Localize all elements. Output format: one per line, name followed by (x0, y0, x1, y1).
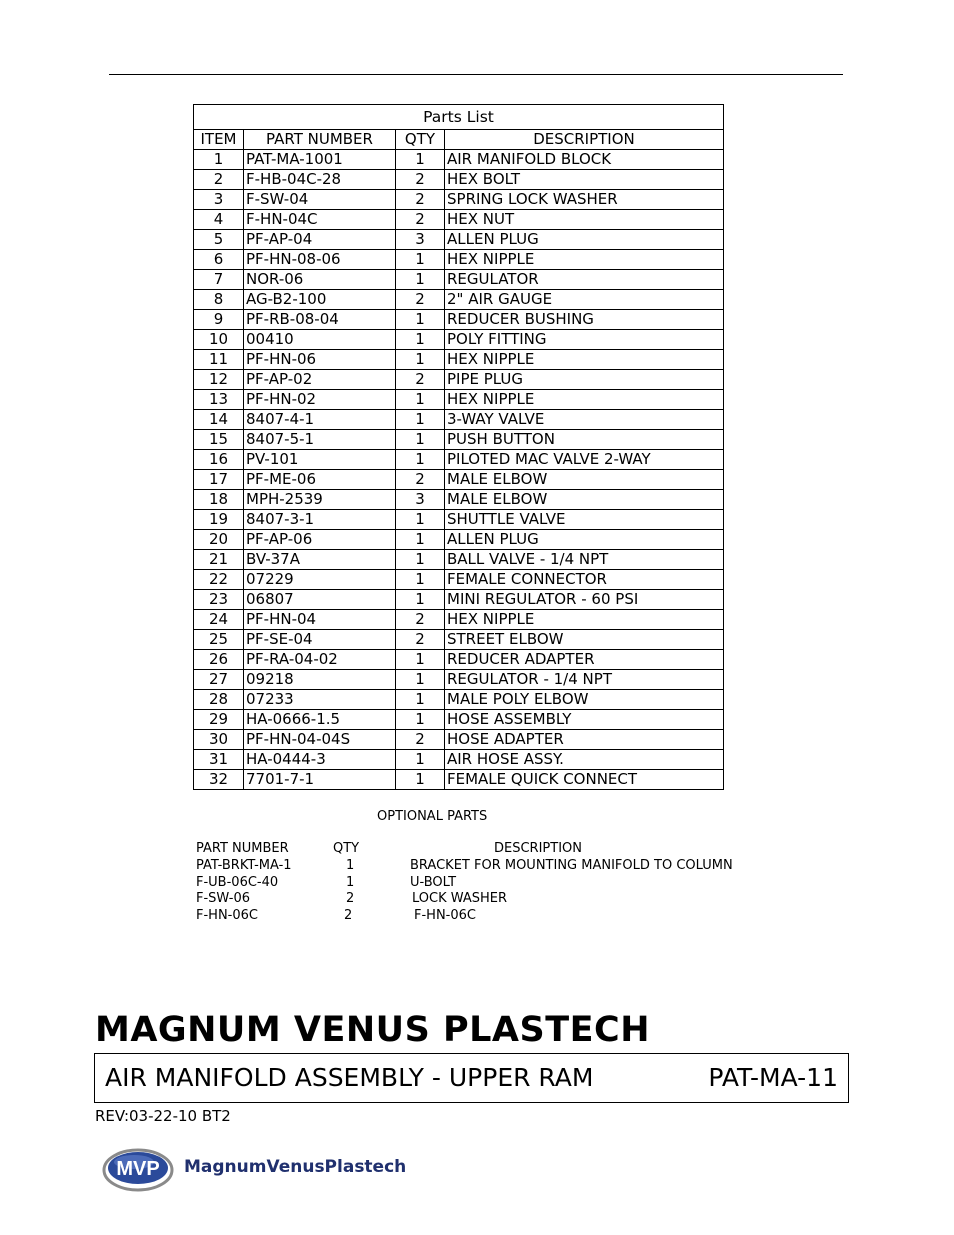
table-row (194, 390, 724, 410)
title-box (94, 1053, 849, 1103)
table-row (194, 710, 724, 730)
part-number: PV-101 (244, 450, 396, 470)
parts-list-title: Parts List (194, 105, 724, 130)
item-number: 18 (194, 490, 244, 510)
table-row (194, 730, 724, 750)
quantity: 3 (396, 230, 445, 250)
quantity: 1 (396, 350, 445, 370)
quantity: 2 (396, 610, 445, 630)
quantity: 2 (396, 210, 445, 230)
table-row (194, 530, 724, 550)
logo-wordmark: MagnumVenusPlastech (184, 1157, 407, 1177)
part-number: HA-0444-3 (244, 750, 396, 770)
description: HEX NIPPLE (445, 250, 724, 270)
opt-quantity: 1 (346, 858, 355, 873)
opt-part-number: PAT-BRKT-MA-1 (196, 858, 292, 873)
quantity: 2 (396, 370, 445, 390)
item-number: 7 (194, 270, 244, 290)
item-number: 23 (194, 590, 244, 610)
description: AIR MANIFOLD BLOCK (445, 150, 724, 170)
header-qty: QTY (396, 130, 445, 150)
item-number: 3 (194, 190, 244, 210)
description: REGULATOR - 1/4 NPT (445, 670, 724, 690)
quantity: 1 (396, 390, 445, 410)
description: FEMALE QUICK CONNECT (445, 770, 724, 790)
quantity: 1 (396, 270, 445, 290)
description: AIR HOSE ASSY. (445, 750, 724, 770)
quantity: 1 (396, 650, 445, 670)
opt-header-qty: QTY (333, 841, 360, 856)
table-row (194, 150, 724, 170)
part-number: PF-RB-08-04 (244, 310, 396, 330)
part-number: F-HN-04C (244, 210, 396, 230)
description: HEX NIPPLE (445, 350, 724, 370)
part-number: 06807 (244, 590, 396, 610)
item-number: 4 (194, 210, 244, 230)
part-number: PF-RA-04-02 (244, 650, 396, 670)
description: PIPE PLUG (445, 370, 724, 390)
quantity: 3 (396, 490, 445, 510)
quantity: 1 (396, 770, 445, 790)
quantity: 1 (396, 590, 445, 610)
parts-list-table (193, 104, 724, 790)
revision-label: REV:03-22-10 BT2 (95, 1107, 231, 1125)
item-number: 20 (194, 530, 244, 550)
part-number: 09218 (244, 670, 396, 690)
item-number: 13 (194, 390, 244, 410)
part-number: 07229 (244, 570, 396, 590)
opt-quantity: 1 (346, 875, 355, 890)
quantity: 1 (396, 450, 445, 470)
description: ALLEN PLUG (445, 530, 724, 550)
item-number: 1 (194, 150, 244, 170)
part-number: MPH-2539 (244, 490, 396, 510)
part-number: PF-HN-08-06 (244, 250, 396, 270)
quantity: 1 (396, 550, 445, 570)
part-number: 07233 (244, 690, 396, 710)
description: MALE ELBOW (445, 490, 724, 510)
quantity: 1 (396, 530, 445, 550)
item-number: 14 (194, 410, 244, 430)
table-row (194, 690, 724, 710)
description: BALL VALVE - 1/4 NPT (445, 550, 724, 570)
top-rule (109, 74, 843, 75)
table-row (194, 350, 724, 370)
logo-badge-text: MVP (116, 1158, 160, 1180)
table-row (194, 270, 724, 290)
quantity: 1 (396, 250, 445, 270)
company-logo (100, 1140, 407, 1196)
opt-part-number: F-HN-06C (196, 908, 258, 923)
part-number: PAT-MA-1001 (244, 150, 396, 170)
item-number: 25 (194, 630, 244, 650)
opt-description: F-HN-06C (414, 908, 476, 923)
table-row (194, 510, 724, 530)
quantity: 1 (396, 310, 445, 330)
item-number: 21 (194, 550, 244, 570)
quantity: 1 (396, 710, 445, 730)
description: SHUTTLE VALVE (445, 510, 724, 530)
quantity: 2 (396, 630, 445, 650)
item-number: 26 (194, 650, 244, 670)
table-row (194, 230, 724, 250)
description: STREET ELBOW (445, 630, 724, 650)
description: ALLEN PLUG (445, 230, 724, 250)
table-row (194, 310, 724, 330)
opt-quantity: 2 (346, 891, 355, 906)
description: PUSH BUTTON (445, 430, 724, 450)
drawing-title: AIR MANIFOLD ASSEMBLY - UPPER RAM (105, 1063, 594, 1092)
table-row (194, 670, 724, 690)
item-number: 2 (194, 170, 244, 190)
description: HEX NIPPLE (445, 610, 724, 630)
part-number: PF-HN-06 (244, 350, 396, 370)
opt-header-part-number: PART NUMBER (196, 841, 289, 856)
item-number: 22 (194, 570, 244, 590)
part-number: AG-B2-100 (244, 290, 396, 310)
quantity: 1 (396, 690, 445, 710)
table-row (194, 370, 724, 390)
description: MALE POLY ELBOW (445, 690, 724, 710)
part-number: 8407-5-1 (244, 430, 396, 450)
parts-list-header-row (194, 130, 724, 150)
quantity: 1 (396, 750, 445, 770)
description: HEX NUT (445, 210, 724, 230)
table-row (194, 450, 724, 470)
description: REGULATOR (445, 270, 724, 290)
item-number: 17 (194, 470, 244, 490)
part-number: PF-HN-04-04S (244, 730, 396, 750)
opt-header-description: DESCRIPTION (494, 841, 582, 856)
item-number: 32 (194, 770, 244, 790)
table-row (194, 410, 724, 430)
description: HEX BOLT (445, 170, 724, 190)
header-item: ITEM (194, 130, 244, 150)
opt-part-number: F-SW-06 (196, 891, 250, 906)
table-row (194, 170, 724, 190)
item-number: 10 (194, 330, 244, 350)
table-row (194, 630, 724, 650)
description: HOSE ASSEMBLY (445, 710, 724, 730)
quantity: 2 (396, 730, 445, 750)
table-row (194, 290, 724, 310)
header-part-number: PART NUMBER (244, 130, 396, 150)
part-number: 8407-3-1 (244, 510, 396, 530)
table-row (194, 210, 724, 230)
quantity: 2 (396, 470, 445, 490)
optional-parts-title: OPTIONAL PARTS (377, 809, 488, 824)
part-number: PF-AP-06 (244, 530, 396, 550)
table-row (194, 190, 724, 210)
description: FEMALE CONNECTOR (445, 570, 724, 590)
table-row (194, 550, 724, 570)
item-number: 15 (194, 430, 244, 450)
description: MALE ELBOW (445, 470, 724, 490)
table-row (194, 770, 724, 790)
item-number: 29 (194, 710, 244, 730)
part-number: HA-0666-1.5 (244, 710, 396, 730)
item-number: 30 (194, 730, 244, 750)
quantity: 1 (396, 670, 445, 690)
quantity: 1 (396, 570, 445, 590)
description: REDUCER BUSHING (445, 310, 724, 330)
quantity: 2 (396, 170, 445, 190)
item-number: 31 (194, 750, 244, 770)
part-number: F-SW-04 (244, 190, 396, 210)
item-number: 27 (194, 670, 244, 690)
table-row (194, 430, 724, 450)
item-number: 9 (194, 310, 244, 330)
quantity: 1 (396, 330, 445, 350)
header-description: DESCRIPTION (445, 130, 724, 150)
description: REDUCER ADAPTER (445, 650, 724, 670)
part-number: BV-37A (244, 550, 396, 570)
quantity: 1 (396, 510, 445, 530)
item-number: 5 (194, 230, 244, 250)
opt-description: LOCK WASHER (412, 891, 508, 906)
item-number: 12 (194, 370, 244, 390)
company-name: MAGNUM VENUS PLASTECH (95, 1010, 650, 1050)
part-number: PF-AP-04 (244, 230, 396, 250)
table-row (194, 330, 724, 350)
table-row (194, 590, 724, 610)
part-number: 8407-4-1 (244, 410, 396, 430)
quantity: 2 (396, 290, 445, 310)
table-row (194, 750, 724, 770)
item-number: 24 (194, 610, 244, 630)
description: POLY FITTING (445, 330, 724, 350)
quantity: 1 (396, 430, 445, 450)
item-number: 19 (194, 510, 244, 530)
item-number: 16 (194, 450, 244, 470)
table-row (194, 490, 724, 510)
quantity: 1 (396, 150, 445, 170)
table-row (194, 650, 724, 670)
quantity: 1 (396, 410, 445, 430)
table-row (194, 250, 724, 270)
part-number: 00410 (244, 330, 396, 350)
part-number: NOR-06 (244, 270, 396, 290)
part-number: PF-AP-02 (244, 370, 396, 390)
part-number: F-HB-04C-28 (244, 170, 396, 190)
item-number: 8 (194, 290, 244, 310)
opt-description: U-BOLT (410, 875, 457, 890)
table-row (194, 570, 724, 590)
description: HEX NIPPLE (445, 390, 724, 410)
item-number: 6 (194, 250, 244, 270)
table-row (194, 610, 724, 630)
part-number: PF-HN-04 (244, 610, 396, 630)
part-number: 7701-7-1 (244, 770, 396, 790)
opt-part-number: F-UB-06C-40 (196, 875, 279, 890)
item-number: 28 (194, 690, 244, 710)
quantity: 2 (396, 190, 445, 210)
description: HOSE ADAPTER (445, 730, 724, 750)
opt-quantity: 2 (344, 908, 353, 923)
description: SPRING LOCK WASHER (445, 190, 724, 210)
description: PILOTED MAC VALVE 2-WAY (445, 450, 724, 470)
description: 3-WAY VALVE (445, 410, 724, 430)
description: 2" AIR GAUGE (445, 290, 724, 310)
part-number: PF-SE-04 (244, 630, 396, 650)
part-number: PF-HN-02 (244, 390, 396, 410)
drawing-number: PAT-MA-11 (708, 1063, 838, 1092)
opt-description: BRACKET FOR MOUNTING MANIFOLD TO COLUMN (410, 858, 733, 873)
table-row (194, 470, 724, 490)
mvp-globe-icon (100, 1140, 180, 1196)
item-number: 11 (194, 350, 244, 370)
description: MINI REGULATOR - 60 PSI (445, 590, 724, 610)
part-number: PF-ME-06 (244, 470, 396, 490)
